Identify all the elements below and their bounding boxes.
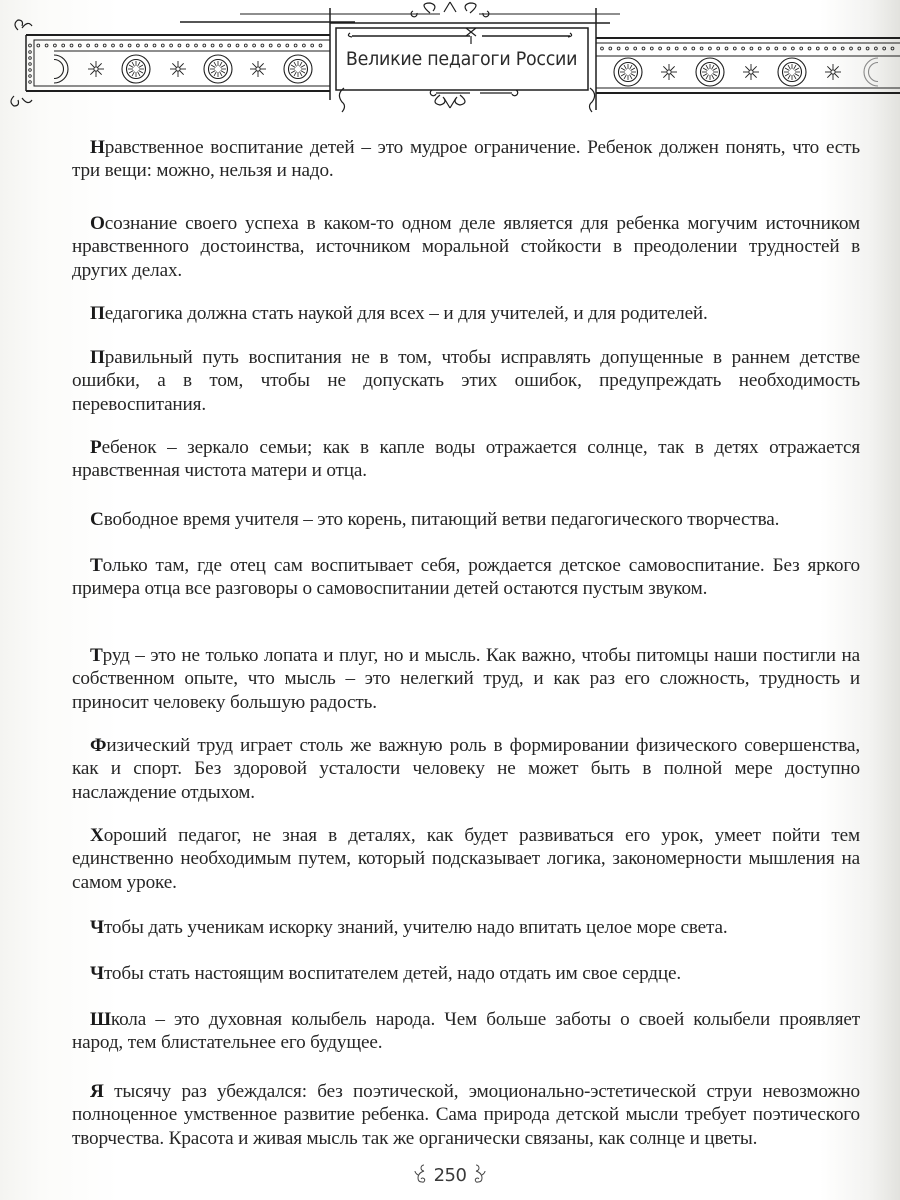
bead-icon [45,44,48,47]
bead-icon [800,47,803,50]
paragraph-text: тобы дать ученикам искорку знаний, учителю надо впитать целое море света. [103,917,728,938]
bead-icon [642,47,645,50]
bead-icon [659,47,662,50]
section-title: Великие педагоги России [345,48,578,70]
paragraph-lead-letter: Р [90,437,102,458]
bead-icon [178,44,181,47]
bead-icon [112,44,115,47]
bead-icon [70,44,73,47]
flourish-left-icon [414,1162,428,1188]
rosette-icon [778,58,806,86]
bead-icon [95,44,98,47]
bead-icon [29,75,32,78]
bead-icon [792,47,795,50]
quote-paragraph [72,1008,860,1055]
bead-icon [29,44,32,47]
bead-icon [692,47,695,50]
bead-icon [29,63,32,66]
bead-icon [203,44,206,47]
paragraph-lead-letter: Н [90,137,105,158]
quote-paragraph [72,1080,860,1150]
bead-icon [161,44,164,47]
paragraph-text: сознание своего успеха в каком-то одном деле является для ребенка могучим источником нравственного достоинства, источником моральной стойкости в преодолении трудностей в других делах. [72,213,860,281]
bead-icon [120,44,123,47]
bead-icon [626,47,629,50]
paragraph-text: вободное время учителя – это корень, питающий ветви педагогического творчества. [103,509,780,530]
bead-icon [311,44,314,47]
flourish-right-icon [472,1162,486,1188]
quote-paragraph [72,916,727,939]
paragraph-lead-letter: С [90,509,104,530]
bead-icon [261,44,264,47]
sun-star-icon [661,64,677,80]
bead-icon [650,47,653,50]
bead-icon [195,44,198,47]
paragraph-text: ебенок – зеркало семьи; как в капле воды отражается солнце, так в детях отражается нравственная чистота матери и отца. [72,437,860,482]
bead-icon [170,44,173,47]
bead-icon [875,47,878,50]
paragraph-lead-letter: Х [90,825,104,846]
bead-icon [742,47,745,50]
bead-icon [37,44,40,47]
paragraph-lead-letter: Т [90,555,103,576]
rosette-icon [122,55,150,83]
bead-icon [145,44,148,47]
sun-star-icon [825,64,841,80]
bead-icon [767,47,770,50]
paragraph-text: равственное воспитание детей – это мудрое ограничение. Ребенок должен понять, что есть три вещи: можно, нельзя и надо. [72,137,860,182]
bead-icon [866,47,869,50]
paragraph-lead-letter: Ч [90,917,104,938]
quote-paragraph [72,212,860,282]
bead-icon [833,47,836,50]
paragraph-lead-letter: Я [90,1081,104,1102]
bead-icon [634,47,637,50]
quote-paragraph [72,508,779,531]
quote-paragraph [72,436,860,483]
bead-icon [758,47,761,50]
bead-icon [609,47,612,50]
bead-icon [816,47,819,50]
bead-icon [750,47,753,50]
bead-icon [103,44,106,47]
quote-paragraph [72,346,860,416]
bead-icon [54,44,57,47]
bead-icon [29,51,32,54]
paragraph-text: олько там, где отец сам воспитывает себя, рождается детское самовоспитание. Без яркого примера отца все разговоры о самовоспитании детей остаются пустым звуком. [72,555,860,600]
bead-icon [601,47,604,50]
quote-paragraph [72,554,860,601]
bead-icon [850,47,853,50]
paragraph-lead-letter: П [90,347,105,368]
paragraph-lead-letter: О [90,213,105,234]
bead-icon [319,44,322,47]
quote-paragraph [72,824,860,894]
bead-icon [841,47,844,50]
bead-icon [228,44,231,47]
paragraph-text: кола – это духовная колыбель народа. Чем больше заботы о своей колыбели проявляет народ, тем блистательнее его будущее. [72,1009,860,1054]
paragraph-text: равильный путь воспитания не в том, чтобы исправлять допущенные в раннем детстве ошибки, а в том, чтобы не допускать этих ошибок, предупреждать необходимость перевоспитания. [72,347,860,415]
paragraph-lead-letter: П [90,303,105,324]
half-rosette-icon [864,58,878,86]
page-footer [400,1158,500,1192]
paragraph-lead-letter: Т [90,645,103,666]
bead-icon [700,47,703,50]
bead-icon [220,44,223,47]
page-number: 250 [433,1164,467,1186]
bead-icon [883,47,886,50]
rosette-icon [696,58,724,86]
bead-icon [717,47,720,50]
bead-icon [253,44,256,47]
bead-icon [29,81,32,84]
paragraph-text: ороший педагог, не зная в деталях, как будет развиваться его урок, умеет пойти тем единственно необходимым путем, который подсказывает логика, закономерности мышления на самом уроке. [72,825,860,893]
bead-icon [775,47,778,50]
rosette-icon [614,58,642,86]
quote-paragraph [72,962,681,985]
bead-icon [137,44,140,47]
bead-icon [808,47,811,50]
bead-icon [62,44,65,47]
bead-icon [891,47,894,50]
bead-icon [303,44,306,47]
sun-star-icon [88,61,104,77]
sun-star-icon [170,61,186,77]
quote-paragraph [72,136,860,183]
bead-icon [186,44,189,47]
quote-paragraph [72,644,860,714]
bead-icon [725,47,728,50]
paragraph-text: изический труд играет столь же важную роль в формировании физического совершенства, как и спорт. Без здоровой усталости человеку не может быть в полной мере доступно наслаждение отдыхом. [72,735,860,803]
quote-paragraph [72,734,860,804]
bead-icon [153,44,156,47]
bead-icon [128,44,131,47]
bead-icon [236,44,239,47]
paragraph-text: руд – это не только лопата и плуг, но и мысль. Как важно, чтобы питомцы наши постигли на собственном опыте, что мысль – это нелегкий труд, и как раз его сложность, трудность и приносит человеку большую радость. [72,645,860,713]
bead-icon [278,44,281,47]
bead-icon [269,44,272,47]
bead-icon [825,47,828,50]
bead-icon [709,47,712,50]
bead-icon [244,44,247,47]
bead-icon [29,57,32,60]
bead-icon [675,47,678,50]
bead-icon [294,44,297,47]
paragraph-text: едагогика должна стать наукой для всех – и для учителей, и для родителей. [104,303,708,324]
half-rosette-icon [54,55,68,83]
bead-icon [617,47,620,50]
bead-icon [783,47,786,50]
paragraph-lead-letter: Ч [90,963,104,984]
bead-icon [286,44,289,47]
bead-icon [667,47,670,50]
rosette-icon [204,55,232,83]
bead-icon [211,44,214,47]
bead-icon [684,47,687,50]
paragraph-lead-letter: Ф [90,735,107,756]
bead-icon [858,47,861,50]
rosette-icon [284,55,312,83]
sun-star-icon [250,61,266,77]
bead-icon [733,47,736,50]
header-ornament [0,0,900,120]
paragraph-text: тобы стать настоящим воспитателем детей, надо отдать им свое сердце. [103,963,682,984]
bead-icon [29,69,32,72]
sun-star-icon [743,64,759,80]
paragraph-lead-letter: Ш [90,1009,111,1030]
bead-icon [78,44,81,47]
quote-paragraph [72,302,708,325]
paragraph-text: тысячу раз убеждался: без поэтической, эмоционально-эстетической струи невозможно полноценное умственное развитие ребенка. Сама природа детской мысли требует поэтического творчества. Красота и живая мысль так же органически связаны, как солнце и цветы. [72,1081,860,1149]
bead-icon [87,44,90,47]
